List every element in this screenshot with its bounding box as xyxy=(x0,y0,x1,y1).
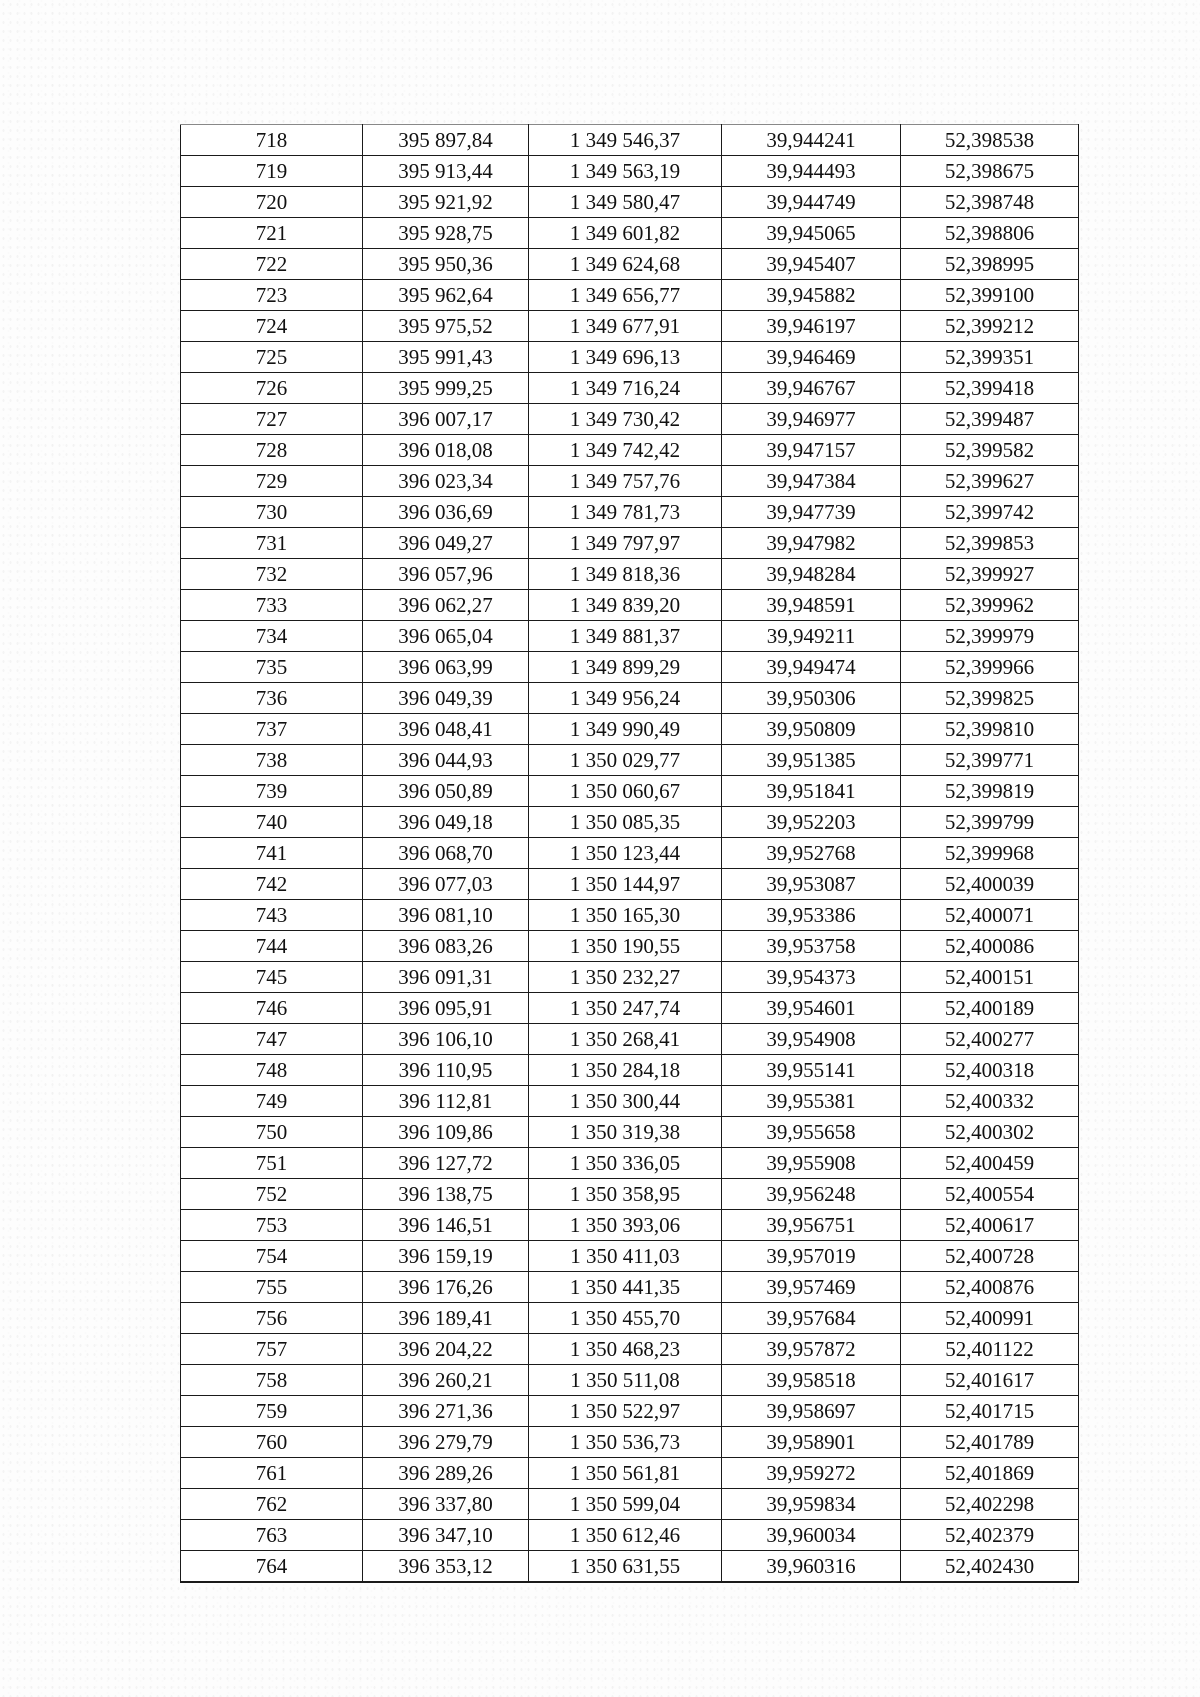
y-coordinate-cell: 1 350 599,04 xyxy=(529,1489,722,1520)
y-coordinate-cell: 1 349 742,42 xyxy=(529,435,722,466)
table-row xyxy=(181,1365,1079,1396)
y-coordinate-cell: 1 350 165,30 xyxy=(529,900,722,931)
latitude-cell: 52,401869 xyxy=(901,1458,1079,1489)
point-number-cell: 723 xyxy=(181,280,363,311)
latitude-cell: 52,400554 xyxy=(901,1179,1079,1210)
table-row xyxy=(181,807,1079,838)
table-row xyxy=(181,1179,1079,1210)
x-coordinate-cell: 396 337,80 xyxy=(363,1489,529,1520)
table-row xyxy=(181,1458,1079,1489)
y-coordinate-cell: 1 350 441,35 xyxy=(529,1272,722,1303)
y-coordinate-cell: 1 350 561,81 xyxy=(529,1458,722,1489)
point-number-cell: 740 xyxy=(181,807,363,838)
latitude-cell: 52,400876 xyxy=(901,1272,1079,1303)
y-coordinate-cell: 1 350 144,97 xyxy=(529,869,722,900)
point-number-cell: 748 xyxy=(181,1055,363,1086)
x-coordinate-cell: 396 279,79 xyxy=(363,1427,529,1458)
point-number-cell: 732 xyxy=(181,559,363,590)
longitude-cell: 39,948284 xyxy=(722,559,901,590)
point-number-cell: 746 xyxy=(181,993,363,1024)
x-coordinate-cell: 396 109,86 xyxy=(363,1117,529,1148)
table-row xyxy=(181,466,1079,497)
longitude-cell: 39,954908 xyxy=(722,1024,901,1055)
longitude-cell: 39,956248 xyxy=(722,1179,901,1210)
longitude-cell: 39,955908 xyxy=(722,1148,901,1179)
x-coordinate-cell: 395 975,52 xyxy=(363,311,529,342)
longitude-cell: 39,950306 xyxy=(722,683,901,714)
point-number-cell: 733 xyxy=(181,590,363,621)
longitude-cell: 39,956751 xyxy=(722,1210,901,1241)
latitude-cell: 52,398675 xyxy=(901,156,1079,187)
x-coordinate-cell: 396 110,95 xyxy=(363,1055,529,1086)
x-coordinate-cell: 396 065,04 xyxy=(363,621,529,652)
y-coordinate-cell: 1 349 580,47 xyxy=(529,187,722,218)
longitude-cell: 39,952203 xyxy=(722,807,901,838)
table-row xyxy=(181,1334,1079,1365)
x-coordinate-cell: 396 083,26 xyxy=(363,931,529,962)
y-coordinate-cell: 1 350 190,55 xyxy=(529,931,722,962)
longitude-cell: 39,946197 xyxy=(722,311,901,342)
longitude-cell: 39,957872 xyxy=(722,1334,901,1365)
latitude-cell: 52,400302 xyxy=(901,1117,1079,1148)
point-number-cell: 727 xyxy=(181,404,363,435)
latitude-cell: 52,400151 xyxy=(901,962,1079,993)
point-number-cell: 721 xyxy=(181,218,363,249)
table-row xyxy=(181,1396,1079,1427)
x-coordinate-cell: 396 176,26 xyxy=(363,1272,529,1303)
y-coordinate-cell: 1 349 563,19 xyxy=(529,156,722,187)
y-coordinate-cell: 1 350 455,70 xyxy=(529,1303,722,1334)
table-row xyxy=(181,1427,1079,1458)
table-row xyxy=(181,1117,1079,1148)
point-number-cell: 736 xyxy=(181,683,363,714)
table-row xyxy=(181,342,1079,373)
longitude-cell: 39,955658 xyxy=(722,1117,901,1148)
table-row xyxy=(181,1241,1079,1272)
point-number-cell: 718 xyxy=(181,125,363,156)
table-row xyxy=(181,249,1079,280)
longitude-cell: 39,952768 xyxy=(722,838,901,869)
table-row xyxy=(181,187,1079,218)
y-coordinate-cell: 1 350 336,05 xyxy=(529,1148,722,1179)
x-coordinate-cell: 396 347,10 xyxy=(363,1520,529,1551)
y-coordinate-cell: 1 350 232,27 xyxy=(529,962,722,993)
y-coordinate-cell: 1 350 300,44 xyxy=(529,1086,722,1117)
longitude-cell: 39,947739 xyxy=(722,497,901,528)
x-coordinate-cell: 396 260,21 xyxy=(363,1365,529,1396)
latitude-cell: 52,399979 xyxy=(901,621,1079,652)
point-number-cell: 742 xyxy=(181,869,363,900)
y-coordinate-cell: 1 350 511,08 xyxy=(529,1365,722,1396)
longitude-cell: 39,948591 xyxy=(722,590,901,621)
latitude-cell: 52,398748 xyxy=(901,187,1079,218)
latitude-cell: 52,399825 xyxy=(901,683,1079,714)
x-coordinate-cell: 395 913,44 xyxy=(363,156,529,187)
longitude-cell: 39,955141 xyxy=(722,1055,901,1086)
y-coordinate-cell: 1 349 990,49 xyxy=(529,714,722,745)
x-coordinate-cell: 395 921,92 xyxy=(363,187,529,218)
table-row xyxy=(181,125,1079,156)
longitude-cell: 39,945407 xyxy=(722,249,901,280)
latitude-cell: 52,402379 xyxy=(901,1520,1079,1551)
x-coordinate-cell: 396 353,12 xyxy=(363,1551,529,1583)
longitude-cell: 39,953386 xyxy=(722,900,901,931)
table-row xyxy=(181,1024,1079,1055)
point-number-cell: 745 xyxy=(181,962,363,993)
table-row xyxy=(181,838,1079,869)
x-coordinate-cell: 396 049,27 xyxy=(363,528,529,559)
point-number-cell: 726 xyxy=(181,373,363,404)
y-coordinate-cell: 1 350 247,74 xyxy=(529,993,722,1024)
latitude-cell: 52,401122 xyxy=(901,1334,1079,1365)
x-coordinate-cell: 396 106,10 xyxy=(363,1024,529,1055)
x-coordinate-cell: 396 091,31 xyxy=(363,962,529,993)
latitude-cell: 52,399351 xyxy=(901,342,1079,373)
y-coordinate-cell: 1 349 546,37 xyxy=(529,125,722,156)
latitude-cell: 52,400086 xyxy=(901,931,1079,962)
point-number-cell: 761 xyxy=(181,1458,363,1489)
latitude-cell: 52,399966 xyxy=(901,652,1079,683)
longitude-cell: 39,955381 xyxy=(722,1086,901,1117)
table-row xyxy=(181,1551,1079,1583)
longitude-cell: 39,944749 xyxy=(722,187,901,218)
x-coordinate-cell: 396 068,70 xyxy=(363,838,529,869)
table-row xyxy=(181,714,1079,745)
y-coordinate-cell: 1 350 536,73 xyxy=(529,1427,722,1458)
longitude-cell: 39,947384 xyxy=(722,466,901,497)
x-coordinate-cell: 396 063,99 xyxy=(363,652,529,683)
latitude-cell: 52,398995 xyxy=(901,249,1079,280)
point-number-cell: 764 xyxy=(181,1551,363,1583)
longitude-cell: 39,960034 xyxy=(722,1520,901,1551)
latitude-cell: 52,402430 xyxy=(901,1551,1079,1583)
table-row xyxy=(181,528,1079,559)
x-coordinate-cell: 396 289,26 xyxy=(363,1458,529,1489)
point-number-cell: 739 xyxy=(181,776,363,807)
latitude-cell: 52,399100 xyxy=(901,280,1079,311)
table-row xyxy=(181,621,1079,652)
x-coordinate-cell: 396 146,51 xyxy=(363,1210,529,1241)
y-coordinate-cell: 1 350 468,23 xyxy=(529,1334,722,1365)
point-number-cell: 751 xyxy=(181,1148,363,1179)
longitude-cell: 39,958697 xyxy=(722,1396,901,1427)
longitude-cell: 39,947982 xyxy=(722,528,901,559)
table-row xyxy=(181,1055,1079,1086)
y-coordinate-cell: 1 350 393,06 xyxy=(529,1210,722,1241)
table-row xyxy=(181,373,1079,404)
longitude-cell: 39,958518 xyxy=(722,1365,901,1396)
x-coordinate-cell: 396 036,69 xyxy=(363,497,529,528)
y-coordinate-cell: 1 349 757,76 xyxy=(529,466,722,497)
point-number-cell: 743 xyxy=(181,900,363,931)
table-row xyxy=(181,218,1079,249)
latitude-cell: 52,400039 xyxy=(901,869,1079,900)
latitude-cell: 52,399212 xyxy=(901,311,1079,342)
x-coordinate-cell: 395 962,64 xyxy=(363,280,529,311)
table-row xyxy=(181,869,1079,900)
table-row xyxy=(181,156,1079,187)
table-row xyxy=(181,404,1079,435)
latitude-cell: 52,399771 xyxy=(901,745,1079,776)
point-number-cell: 722 xyxy=(181,249,363,280)
coordinates-table-body xyxy=(181,125,1079,1583)
y-coordinate-cell: 1 349 818,36 xyxy=(529,559,722,590)
x-coordinate-cell: 396 018,08 xyxy=(363,435,529,466)
latitude-cell: 52,400277 xyxy=(901,1024,1079,1055)
x-coordinate-cell: 396 081,10 xyxy=(363,900,529,931)
longitude-cell: 39,953758 xyxy=(722,931,901,962)
x-coordinate-cell: 396 204,22 xyxy=(363,1334,529,1365)
latitude-cell: 52,399627 xyxy=(901,466,1079,497)
x-coordinate-cell: 395 999,25 xyxy=(363,373,529,404)
table-row xyxy=(181,435,1079,466)
latitude-cell: 52,401617 xyxy=(901,1365,1079,1396)
x-coordinate-cell: 396 048,41 xyxy=(363,714,529,745)
latitude-cell: 52,398806 xyxy=(901,218,1079,249)
x-coordinate-cell: 396 127,72 xyxy=(363,1148,529,1179)
y-coordinate-cell: 1 350 268,41 xyxy=(529,1024,722,1055)
latitude-cell: 52,402298 xyxy=(901,1489,1079,1520)
table-row xyxy=(181,1520,1079,1551)
latitude-cell: 52,399742 xyxy=(901,497,1079,528)
point-number-cell: 738 xyxy=(181,745,363,776)
point-number-cell: 759 xyxy=(181,1396,363,1427)
longitude-cell: 39,945882 xyxy=(722,280,901,311)
x-coordinate-cell: 395 950,36 xyxy=(363,249,529,280)
point-number-cell: 737 xyxy=(181,714,363,745)
point-number-cell: 728 xyxy=(181,435,363,466)
latitude-cell: 52,400318 xyxy=(901,1055,1079,1086)
longitude-cell: 39,957684 xyxy=(722,1303,901,1334)
table-row xyxy=(181,900,1079,931)
table-row xyxy=(181,745,1079,776)
x-coordinate-cell: 396 023,34 xyxy=(363,466,529,497)
table-row xyxy=(181,962,1079,993)
x-coordinate-cell: 395 897,84 xyxy=(363,125,529,156)
point-number-cell: 756 xyxy=(181,1303,363,1334)
longitude-cell: 39,957019 xyxy=(722,1241,901,1272)
table-row xyxy=(181,497,1079,528)
table-row xyxy=(181,776,1079,807)
longitude-cell: 39,953087 xyxy=(722,869,901,900)
longitude-cell: 39,951841 xyxy=(722,776,901,807)
point-number-cell: 731 xyxy=(181,528,363,559)
y-coordinate-cell: 1 350 411,03 xyxy=(529,1241,722,1272)
x-coordinate-cell: 396 062,27 xyxy=(363,590,529,621)
point-number-cell: 752 xyxy=(181,1179,363,1210)
longitude-cell: 39,945065 xyxy=(722,218,901,249)
y-coordinate-cell: 1 349 696,13 xyxy=(529,342,722,373)
latitude-cell: 52,399853 xyxy=(901,528,1079,559)
x-coordinate-cell: 396 050,89 xyxy=(363,776,529,807)
longitude-cell: 39,954373 xyxy=(722,962,901,993)
table-row xyxy=(181,590,1079,621)
table-row xyxy=(181,559,1079,590)
y-coordinate-cell: 1 349 781,73 xyxy=(529,497,722,528)
x-coordinate-cell: 396 049,39 xyxy=(363,683,529,714)
longitude-cell: 39,944241 xyxy=(722,125,901,156)
x-coordinate-cell: 396 049,18 xyxy=(363,807,529,838)
x-coordinate-cell: 396 189,41 xyxy=(363,1303,529,1334)
y-coordinate-cell: 1 350 319,38 xyxy=(529,1117,722,1148)
latitude-cell: 52,400617 xyxy=(901,1210,1079,1241)
point-number-cell: 720 xyxy=(181,187,363,218)
point-number-cell: 725 xyxy=(181,342,363,373)
longitude-cell: 39,954601 xyxy=(722,993,901,1024)
x-coordinate-cell: 396 271,36 xyxy=(363,1396,529,1427)
point-number-cell: 753 xyxy=(181,1210,363,1241)
longitude-cell: 39,946767 xyxy=(722,373,901,404)
y-coordinate-cell: 1 349 624,68 xyxy=(529,249,722,280)
longitude-cell: 39,949474 xyxy=(722,652,901,683)
latitude-cell: 52,399819 xyxy=(901,776,1079,807)
table-row xyxy=(181,1272,1079,1303)
point-number-cell: 719 xyxy=(181,156,363,187)
latitude-cell: 52,399927 xyxy=(901,559,1079,590)
y-coordinate-cell: 1 349 730,42 xyxy=(529,404,722,435)
point-number-cell: 762 xyxy=(181,1489,363,1520)
y-coordinate-cell: 1 350 029,77 xyxy=(529,745,722,776)
point-number-cell: 724 xyxy=(181,311,363,342)
latitude-cell: 52,399582 xyxy=(901,435,1079,466)
latitude-cell: 52,399962 xyxy=(901,590,1079,621)
longitude-cell: 39,946469 xyxy=(722,342,901,373)
longitude-cell: 39,960316 xyxy=(722,1551,901,1583)
y-coordinate-cell: 1 350 060,67 xyxy=(529,776,722,807)
table-row xyxy=(181,652,1079,683)
y-coordinate-cell: 1 349 677,91 xyxy=(529,311,722,342)
x-coordinate-cell: 395 928,75 xyxy=(363,218,529,249)
y-coordinate-cell: 1 349 956,24 xyxy=(529,683,722,714)
point-number-cell: 744 xyxy=(181,931,363,962)
table-row xyxy=(181,993,1079,1024)
coordinates-table xyxy=(180,124,1079,1583)
y-coordinate-cell: 1 350 631,55 xyxy=(529,1551,722,1583)
longitude-cell: 39,957469 xyxy=(722,1272,901,1303)
latitude-cell: 52,399968 xyxy=(901,838,1079,869)
latitude-cell: 52,399487 xyxy=(901,404,1079,435)
latitude-cell: 52,400332 xyxy=(901,1086,1079,1117)
longitude-cell: 39,959272 xyxy=(722,1458,901,1489)
table-row xyxy=(181,1303,1079,1334)
latitude-cell: 52,400459 xyxy=(901,1148,1079,1179)
latitude-cell: 52,400189 xyxy=(901,993,1079,1024)
point-number-cell: 730 xyxy=(181,497,363,528)
x-coordinate-cell: 396 077,03 xyxy=(363,869,529,900)
y-coordinate-cell: 1 349 899,29 xyxy=(529,652,722,683)
x-coordinate-cell: 396 044,93 xyxy=(363,745,529,776)
latitude-cell: 52,399799 xyxy=(901,807,1079,838)
point-number-cell: 754 xyxy=(181,1241,363,1272)
latitude-cell: 52,401715 xyxy=(901,1396,1079,1427)
point-number-cell: 757 xyxy=(181,1334,363,1365)
longitude-cell: 39,949211 xyxy=(722,621,901,652)
y-coordinate-cell: 1 350 522,97 xyxy=(529,1396,722,1427)
point-number-cell: 763 xyxy=(181,1520,363,1551)
latitude-cell: 52,400071 xyxy=(901,900,1079,931)
longitude-cell: 39,950809 xyxy=(722,714,901,745)
x-coordinate-cell: 395 991,43 xyxy=(363,342,529,373)
latitude-cell: 52,399418 xyxy=(901,373,1079,404)
y-coordinate-cell: 1 349 716,24 xyxy=(529,373,722,404)
point-number-cell: 758 xyxy=(181,1365,363,1396)
y-coordinate-cell: 1 349 656,77 xyxy=(529,280,722,311)
table-row xyxy=(181,311,1079,342)
point-number-cell: 749 xyxy=(181,1086,363,1117)
latitude-cell: 52,398538 xyxy=(901,125,1079,156)
table-row xyxy=(181,1489,1079,1520)
table-row xyxy=(181,683,1079,714)
table-row xyxy=(181,1086,1079,1117)
y-coordinate-cell: 1 350 358,95 xyxy=(529,1179,722,1210)
y-coordinate-cell: 1 350 123,44 xyxy=(529,838,722,869)
y-coordinate-cell: 1 349 881,37 xyxy=(529,621,722,652)
longitude-cell: 39,951385 xyxy=(722,745,901,776)
longitude-cell: 39,944493 xyxy=(722,156,901,187)
point-number-cell: 755 xyxy=(181,1272,363,1303)
latitude-cell: 52,400728 xyxy=(901,1241,1079,1272)
y-coordinate-cell: 1 349 601,82 xyxy=(529,218,722,249)
x-coordinate-cell: 396 138,75 xyxy=(363,1179,529,1210)
x-coordinate-cell: 396 095,91 xyxy=(363,993,529,1024)
longitude-cell: 39,947157 xyxy=(722,435,901,466)
y-coordinate-cell: 1 350 612,46 xyxy=(529,1520,722,1551)
y-coordinate-cell: 1 349 839,20 xyxy=(529,590,722,621)
table-row xyxy=(181,1210,1079,1241)
y-coordinate-cell: 1 350 085,35 xyxy=(529,807,722,838)
point-number-cell: 750 xyxy=(181,1117,363,1148)
y-coordinate-cell: 1 349 797,97 xyxy=(529,528,722,559)
latitude-cell: 52,401789 xyxy=(901,1427,1079,1458)
y-coordinate-cell: 1 350 284,18 xyxy=(529,1055,722,1086)
point-number-cell: 734 xyxy=(181,621,363,652)
x-coordinate-cell: 396 159,19 xyxy=(363,1241,529,1272)
longitude-cell: 39,959834 xyxy=(722,1489,901,1520)
point-number-cell: 741 xyxy=(181,838,363,869)
table-row xyxy=(181,280,1079,311)
point-number-cell: 735 xyxy=(181,652,363,683)
latitude-cell: 52,400991 xyxy=(901,1303,1079,1334)
table-row xyxy=(181,1148,1079,1179)
x-coordinate-cell: 396 057,96 xyxy=(363,559,529,590)
longitude-cell: 39,958901 xyxy=(722,1427,901,1458)
point-number-cell: 747 xyxy=(181,1024,363,1055)
x-coordinate-cell: 396 007,17 xyxy=(363,404,529,435)
latitude-cell: 52,399810 xyxy=(901,714,1079,745)
x-coordinate-cell: 396 112,81 xyxy=(363,1086,529,1117)
longitude-cell: 39,946977 xyxy=(722,404,901,435)
point-number-cell: 729 xyxy=(181,466,363,497)
point-number-cell: 760 xyxy=(181,1427,363,1458)
table-row xyxy=(181,931,1079,962)
